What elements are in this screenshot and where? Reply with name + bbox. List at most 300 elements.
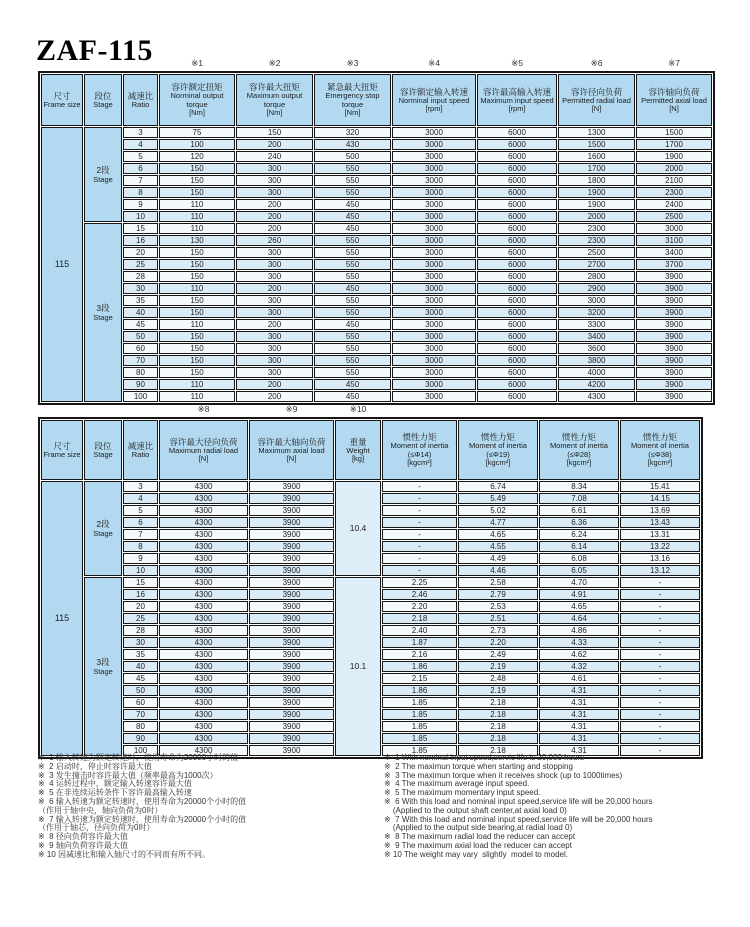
ratio-cell: 5 — [123, 151, 158, 162]
value-cell: 6000 — [477, 331, 557, 342]
header-text-en: Maximum output torque — [246, 91, 303, 109]
footnote-line: ※ 2 启动时，停止时容许最大值 — [38, 761, 152, 771]
header-text-en: Moment of inertia — [390, 441, 449, 451]
footnote-line: （作用于轴中央，轴向负荷为0时） — [38, 805, 163, 815]
value-cell: 150 — [159, 175, 235, 186]
ratio-cell: 70 — [123, 709, 158, 720]
header-text-cn: 紧急最大扭矩 — [326, 82, 378, 93]
inertia-cell: 14.15 — [620, 493, 700, 504]
value-cell: 2300 — [558, 223, 635, 234]
radial-load-cell: 4300 — [159, 721, 248, 732]
column-header — [123, 420, 158, 480]
value-cell: 150 — [159, 331, 235, 342]
value-cell: 200 — [236, 391, 313, 402]
value-cell: 200 — [236, 379, 313, 390]
value-cell: 6000 — [477, 199, 557, 210]
table-footnote-mark: ※3 — [346, 58, 359, 68]
ratio-cell: 25 — [123, 259, 158, 270]
inertia-cell: 2.49 — [458, 649, 538, 660]
value-cell: 3900 — [636, 367, 712, 378]
value-cell: 450 — [314, 391, 391, 402]
inertia-cell: 6.74 — [458, 481, 538, 492]
inertia-cell: 8.34 — [539, 481, 619, 492]
column-header — [123, 74, 158, 126]
axial-load-cell: 3900 — [249, 661, 334, 672]
value-cell: 1500 — [558, 139, 635, 150]
value-cell: 450 — [314, 199, 391, 210]
radial-load-cell: 4300 — [159, 745, 248, 756]
footnotes-english — [384, 754, 734, 860]
table-row — [41, 295, 712, 306]
table-row — [41, 319, 712, 330]
weight-cell: 10.4 — [335, 481, 381, 576]
inertia-cell: 2.18 — [382, 613, 457, 624]
column-header — [539, 420, 619, 480]
footnote-line: ※ 8 The maximum radial load the reducer can accept — [384, 832, 576, 842]
ratio-cell: 100 — [123, 391, 158, 402]
stage-label-cn: 3段 — [96, 303, 110, 313]
header-text-cn: 惯性力矩 — [642, 432, 677, 443]
axial-load-cell: 3900 — [249, 529, 334, 540]
footnote-line: ※ 10 因减速比和输入轴尺寸的不同而有所不同。 — [38, 849, 211, 859]
stage-cell — [84, 481, 122, 576]
table-row — [41, 283, 712, 294]
value-cell: 6000 — [477, 139, 557, 150]
inertia-cell: 5.49 — [458, 493, 538, 504]
ratio-cell: 28 — [123, 271, 158, 282]
ratio-cell: 5 — [123, 505, 158, 516]
value-cell: 3900 — [636, 295, 712, 306]
inertia-cell: 2.19 — [458, 661, 538, 672]
ratio-cell: 100 — [123, 745, 158, 756]
value-cell: 3000 — [392, 163, 476, 174]
table-footnote-mark: ※1 — [191, 58, 203, 68]
inertia-cell: 4.31 — [539, 709, 619, 720]
inertia-cell: - — [620, 613, 700, 624]
table-row — [41, 247, 712, 258]
ratio-cell: 3 — [123, 127, 158, 138]
value-cell: 3900 — [636, 379, 712, 390]
axial-load-cell: 3900 — [249, 565, 334, 576]
ratio-cell: 35 — [123, 295, 158, 306]
value-cell: 300 — [236, 295, 313, 306]
ratio-cell: 40 — [123, 661, 158, 672]
axial-load-cell: 3900 — [249, 505, 334, 516]
header-text-unit: [N] — [669, 104, 679, 113]
value-cell: 6000 — [477, 211, 557, 222]
header-text-sub: (≤Φ19) — [486, 449, 510, 459]
inertia-cell: 4.70 — [539, 577, 619, 588]
value-cell: 450 — [314, 319, 391, 330]
ratio-cell: 8 — [123, 187, 158, 198]
inertia-cell: - — [620, 637, 700, 648]
ratio-cell: 70 — [123, 355, 158, 366]
radial-load-cell: 4300 — [159, 565, 248, 576]
value-cell: 3000 — [392, 199, 476, 210]
value-cell: 110 — [159, 379, 235, 390]
value-cell: 1900 — [558, 199, 635, 210]
table-footnote-mark: ※10 — [349, 404, 367, 414]
value-cell: 150 — [159, 187, 235, 198]
radial-load-cell: 4300 — [159, 577, 248, 588]
column-header — [458, 420, 538, 480]
value-cell: 3000 — [392, 307, 476, 318]
header-text-unit: [kg] — [351, 454, 365, 463]
inertia-cell: 1.87 — [382, 637, 457, 648]
value-cell: 300 — [236, 247, 313, 258]
axial-load-cell: 3900 — [249, 481, 334, 492]
stage-label-cn: 3段 — [96, 657, 110, 667]
inertia-cell: 4.77 — [458, 517, 538, 528]
value-cell: 3900 — [636, 343, 712, 354]
table-footnote-mark: ※9 — [285, 404, 298, 414]
inertia-cell: - — [382, 541, 457, 552]
value-cell: 150 — [159, 355, 235, 366]
table-row — [41, 481, 700, 492]
header-text-unit: [kgcm²] — [647, 458, 673, 468]
axial-load-cell: 3900 — [249, 601, 334, 612]
inertia-cell: 13.22 — [620, 541, 700, 552]
value-cell: 430 — [314, 139, 391, 150]
inertia-cell: - — [382, 517, 457, 528]
header-text-en: Moment of inertia — [469, 441, 527, 451]
radial-load-cell: 4300 — [159, 589, 248, 600]
ratio-cell: 4 — [123, 493, 158, 504]
value-cell: 550 — [314, 331, 391, 342]
value-cell: 450 — [314, 223, 391, 234]
footnote-line: ※ 9 轴向负荷容许最大值 — [38, 840, 128, 850]
value-cell: 3100 — [636, 235, 712, 246]
header-text-cn: 容许额定扭矩 — [171, 82, 223, 93]
inertia-cell: 6.61 — [539, 505, 619, 516]
header-text-en: Norminal output torque — [170, 91, 224, 109]
table-row — [41, 355, 712, 366]
inertia-cell: 1.86 — [382, 661, 457, 672]
value-cell: 550 — [314, 247, 391, 258]
inertia-cell: 2.16 — [382, 649, 457, 660]
inertia-cell: 4.31 — [539, 745, 619, 756]
footnote-line: ※ 3 The maximun torque when it receives shock (up to 1000times) — [384, 770, 623, 780]
frame-size-cell: 115 — [41, 481, 83, 756]
table-row — [41, 391, 712, 402]
value-cell: 6000 — [477, 283, 557, 294]
value-cell: 3900 — [636, 391, 712, 402]
column-header — [636, 74, 712, 126]
value-cell: 3000 — [392, 355, 476, 366]
value-cell: 6000 — [477, 259, 557, 270]
value-cell: 150 — [159, 247, 235, 258]
inertia-cell: 2.20 — [382, 601, 457, 612]
value-cell: 2100 — [636, 175, 712, 186]
column-header — [620, 420, 700, 480]
axial-load-cell: 3900 — [249, 697, 334, 708]
header-text-cn: 容许轴向负荷 — [648, 86, 700, 97]
table2-footnote-marks — [38, 403, 738, 415]
inertia-cell: 2.15 — [382, 673, 457, 684]
table-footnote-mark: ※5 — [511, 58, 523, 68]
ratio-cell: 90 — [123, 379, 158, 390]
ratio-cell: 9 — [123, 199, 158, 210]
table-row — [41, 127, 712, 138]
value-cell: 75 — [159, 127, 235, 138]
inertia-cell: - — [382, 505, 457, 516]
ratio-cell: 28 — [123, 625, 158, 636]
inertia-cell: 13.16 — [620, 553, 700, 564]
inertia-cell: 2.58 — [458, 577, 538, 588]
radial-load-cell: 4300 — [159, 601, 248, 612]
value-cell: 6000 — [477, 175, 557, 186]
ratio-cell: 80 — [123, 367, 158, 378]
inertia-cell: 4.32 — [539, 661, 619, 672]
value-cell: 3900 — [636, 307, 712, 318]
inertia-cell: 4.31 — [539, 697, 619, 708]
stage-label-en: Stage — [93, 313, 113, 322]
header-text-en: Ratio — [131, 449, 150, 459]
value-cell: 2300 — [558, 235, 635, 246]
value-cell: 3000 — [392, 235, 476, 246]
inertia-cell: - — [620, 649, 700, 660]
inertia-cell: 4.31 — [539, 721, 619, 732]
header-text-en: Maximum input speed — [480, 95, 554, 105]
spec-table-output-torque — [38, 71, 715, 405]
header-text-cn: 惯性力矩 — [402, 432, 437, 443]
value-cell: 550 — [314, 295, 391, 306]
header-text-unit: [N] — [591, 104, 602, 113]
header-text-unit: [kgcm²] — [566, 458, 592, 468]
ratio-cell: 10 — [123, 565, 158, 576]
value-cell: 6000 — [477, 163, 557, 174]
value-cell: 550 — [314, 187, 391, 198]
header-text-en: Stage — [93, 99, 113, 109]
radial-load-cell: 4300 — [159, 541, 248, 552]
footnote-line: ※ 4 运转过程中，额定输入转速容许最大值 — [38, 779, 192, 789]
axial-load-cell: 3900 — [249, 625, 334, 636]
value-cell: 6000 — [477, 307, 557, 318]
footnote-line: ※ 10 The weight may vary slightly model to model. — [384, 849, 568, 859]
radial-load-cell: 4300 — [159, 697, 248, 708]
inertia-cell: 13.43 — [620, 517, 700, 528]
value-cell: 1700 — [636, 139, 712, 150]
value-cell: 200 — [236, 319, 313, 330]
header-text-cn: 容许最大扭矩 — [248, 82, 300, 93]
inertia-cell: - — [620, 745, 700, 756]
inertia-cell: 2.18 — [458, 709, 538, 720]
ratio-cell: 8 — [123, 541, 158, 552]
value-cell: 2500 — [636, 211, 712, 222]
inertia-cell: - — [382, 553, 457, 564]
stage-label-en: Stage — [93, 529, 113, 538]
value-cell: 3000 — [392, 259, 476, 270]
inertia-cell: 4.62 — [539, 649, 619, 660]
ratio-cell: 15 — [123, 577, 158, 588]
value-cell: 200 — [236, 283, 313, 294]
footnote-line: ※ 9 The maximum axial load the reducer can accept — [384, 840, 572, 850]
header-row — [41, 420, 700, 480]
column-header — [249, 420, 334, 480]
value-cell: 3000 — [392, 187, 476, 198]
axial-load-cell: 3900 — [249, 673, 334, 684]
axial-load-cell: 3900 — [249, 685, 334, 696]
table-row — [41, 163, 712, 174]
value-cell: 1900 — [558, 187, 635, 198]
header-text-en: Permitted radial load — [562, 95, 631, 105]
inertia-cell: 2.18 — [458, 733, 538, 744]
header-text-en: Moment of inertia — [631, 441, 689, 451]
value-cell: 3000 — [392, 139, 476, 150]
value-cell: 2700 — [558, 259, 635, 270]
axial-load-cell: 3900 — [249, 649, 334, 660]
ratio-cell: 45 — [123, 319, 158, 330]
value-cell: 6000 — [477, 127, 557, 138]
value-cell: 110 — [159, 199, 235, 210]
header-text-cn: 尺寸 — [53, 440, 71, 451]
value-cell: 3900 — [636, 319, 712, 330]
value-cell: 6000 — [477, 355, 557, 366]
value-cell: 2400 — [636, 199, 712, 210]
column-header — [84, 420, 122, 480]
value-cell: 200 — [236, 139, 313, 150]
inertia-cell: - — [382, 481, 457, 492]
value-cell: 3000 — [392, 175, 476, 186]
value-cell: 3000 — [392, 247, 476, 258]
inertia-cell: 13.69 — [620, 505, 700, 516]
header-text-en: Frame size — [43, 99, 81, 109]
inertia-cell: 2.19 — [458, 685, 538, 696]
ratio-cell: 7 — [123, 529, 158, 540]
radial-load-cell: 4300 — [159, 529, 248, 540]
table-footnote-mark: ※2 — [268, 58, 281, 68]
axial-load-cell: 3900 — [249, 709, 334, 720]
header-text-en: Emergency stop torque — [325, 91, 380, 109]
value-cell: 3000 — [392, 331, 476, 342]
table-row — [41, 199, 712, 210]
value-cell: 300 — [236, 331, 313, 342]
column-header — [159, 74, 235, 126]
ratio-cell: 16 — [123, 589, 158, 600]
header-text-cn: 尺寸 — [53, 90, 71, 101]
value-cell: 3000 — [392, 343, 476, 354]
inertia-cell: - — [620, 673, 700, 684]
inertia-cell: - — [620, 577, 700, 588]
stage-cell — [84, 223, 122, 402]
ratio-cell: 80 — [123, 721, 158, 732]
table-row — [41, 577, 700, 588]
header-text-cn: 重量 — [349, 436, 367, 447]
value-cell: 150 — [159, 163, 235, 174]
value-cell: 3000 — [392, 283, 476, 294]
inertia-cell: 2.25 — [382, 577, 457, 588]
value-cell: 450 — [314, 283, 391, 294]
table-row — [41, 223, 712, 234]
value-cell: 3400 — [636, 247, 712, 258]
value-cell: 260 — [236, 235, 313, 246]
axial-load-cell: 3900 — [249, 493, 334, 504]
header-text-sub: (≤Φ38) — [648, 449, 672, 459]
value-cell: 3900 — [636, 271, 712, 282]
ratio-cell: 45 — [123, 673, 158, 684]
value-cell: 2800 — [558, 271, 635, 282]
value-cell: 300 — [236, 307, 313, 318]
value-cell: 1900 — [636, 151, 712, 162]
inertia-cell: 2.46 — [382, 589, 457, 600]
value-cell: 200 — [236, 223, 313, 234]
value-cell: 6000 — [477, 343, 557, 354]
inertia-cell: 2.73 — [458, 625, 538, 636]
header-text-unit: [N] — [198, 454, 209, 463]
value-cell: 110 — [159, 211, 235, 222]
ratio-cell: 20 — [123, 601, 158, 612]
header-text-sub: (≤Φ28) — [567, 449, 591, 459]
value-cell: 6000 — [477, 223, 557, 234]
ratio-cell: 30 — [123, 637, 158, 648]
header-text-cn: 惯性力矩 — [561, 432, 596, 443]
value-cell: 3000 — [392, 271, 476, 282]
value-cell: 6000 — [477, 271, 557, 282]
value-cell: 130 — [159, 235, 235, 246]
ratio-cell: 30 — [123, 283, 158, 294]
inertia-cell: 1.85 — [382, 733, 457, 744]
header-text-en: Frame size — [43, 449, 81, 459]
value-cell: 1600 — [558, 151, 635, 162]
header-text-en: Permitted axial load — [641, 95, 707, 105]
value-cell: 3000 — [392, 151, 476, 162]
inertia-cell: 4.65 — [539, 601, 619, 612]
ratio-cell: 4 — [123, 139, 158, 150]
footnote-line: ※ 3 发生撞击时容许最大值（频率最高为1000次） — [38, 770, 218, 780]
column-header — [41, 420, 83, 480]
spec-table-loads-inertia — [38, 417, 703, 759]
ratio-cell: 60 — [123, 343, 158, 354]
column-header — [314, 74, 391, 126]
radial-load-cell: 4300 — [159, 709, 248, 720]
value-cell: 1700 — [558, 163, 635, 174]
value-cell: 500 — [314, 151, 391, 162]
header-text-cn: 段位 — [94, 90, 112, 101]
axial-load-cell: 3900 — [249, 589, 334, 600]
column-header — [335, 420, 381, 480]
column-header — [392, 74, 476, 126]
radial-load-cell: 4300 — [159, 613, 248, 624]
value-cell: 300 — [236, 163, 313, 174]
axial-load-cell: 3900 — [249, 637, 334, 648]
ratio-cell: 40 — [123, 307, 158, 318]
value-cell: 550 — [314, 355, 391, 366]
stage-label-en: Stage — [93, 175, 113, 184]
inertia-cell: 15.41 — [620, 481, 700, 492]
footnote-line: ※ 2 The maximun torque when starting and stopping — [384, 761, 573, 771]
inertia-cell: 6.24 — [539, 529, 619, 540]
column-header — [84, 74, 122, 126]
inertia-cell: 4.31 — [539, 685, 619, 696]
value-cell: 3900 — [636, 283, 712, 294]
inertia-cell: 2.18 — [458, 697, 538, 708]
value-cell: 1500 — [636, 127, 712, 138]
value-cell: 3700 — [636, 259, 712, 270]
header-text-unit: [Nm] — [189, 108, 205, 118]
ratio-cell: 7 — [123, 175, 158, 186]
value-cell: 1300 — [558, 127, 635, 138]
value-cell: 6000 — [477, 295, 557, 306]
inertia-cell: 6.08 — [539, 553, 619, 564]
header-text-cn: 容许额定输入转速 — [399, 86, 468, 97]
value-cell: 3300 — [558, 319, 635, 330]
column-header — [41, 74, 83, 126]
axial-load-cell: 3900 — [249, 733, 334, 744]
value-cell: 550 — [314, 367, 391, 378]
header-text-unit: [Nm] — [344, 108, 361, 118]
header-text-unit: [kgcm²] — [407, 458, 432, 468]
footnote-line: （作用于轴芯，径向负荷为0时） — [38, 823, 155, 833]
